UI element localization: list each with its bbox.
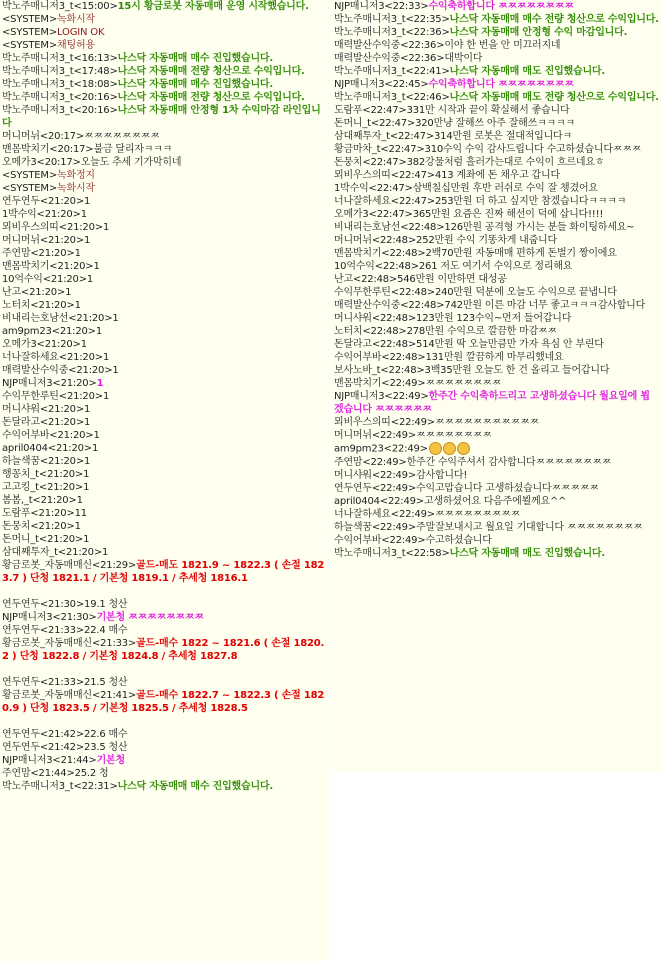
- chat-message: [332, 182, 661, 195]
- chat-text: 1: [84, 196, 91, 207]
- chat-message: [332, 65, 661, 78]
- chat-text: 22.4 매수: [84, 625, 128, 636]
- chat-message: [0, 65, 330, 78]
- chat-sender: 돈달라고<21:20>: [2, 417, 85, 428]
- chat-sender: 돈머니_t<22:47>: [334, 118, 416, 129]
- chat-sender: 머니샤워<21:20>: [2, 404, 85, 415]
- chat-text: 1: [84, 417, 91, 428]
- chat-sender: 박노주매니저3_t<22:46>: [334, 92, 450, 103]
- chat-message: [332, 469, 661, 482]
- chat-sender: <SYSTEM>: [2, 40, 58, 51]
- chat-message: [0, 390, 330, 403]
- chat-message: [332, 130, 661, 143]
- chat-message: [332, 325, 661, 338]
- chat-text: 나스닥 자동매매 매수 진입했습니다.: [117, 53, 273, 64]
- chat-sender: <SYSTEM>: [2, 27, 58, 38]
- chat-sender: 주연맘<21:44>: [2, 768, 75, 779]
- chat-text: 1: [74, 300, 81, 311]
- chat-message: [0, 416, 330, 429]
- chat-text: 1: [84, 456, 91, 467]
- chat-text: 3백35만원 오늘도 한 건 올리고 들어갑니다: [424, 365, 610, 376]
- chat-sender: NJP매니저3<22:45>: [334, 79, 429, 90]
- chat-text: 1: [102, 352, 110, 363]
- chat-sender: 돈머니_t<21:20>: [2, 534, 84, 545]
- chat-sender: 돈뭉치<22:47>: [334, 157, 407, 168]
- chat-sender: 박노주매니저3_t<22:31>: [2, 781, 118, 792]
- chat-sender: 1박수익<22:47>: [334, 183, 413, 194]
- chat-sender: 돈뭉치<21:20>: [2, 521, 75, 532]
- chat-text: 삼백칠십만원 후반 러쉬로 수익 잘 챙겼어요: [412, 183, 598, 194]
- chat-message: [0, 312, 330, 325]
- chat-text: 514만원 딱 오늘만큼만 가자 욕심 안 부린다: [416, 339, 604, 350]
- chat-sender: 수익어부바<22:49>: [334, 534, 426, 546]
- chat-message: [332, 143, 661, 156]
- chat-message: [332, 260, 661, 273]
- chat-message: [332, 312, 661, 325]
- chat-sender: 박노주매니저3_t<22:58>: [334, 547, 450, 559]
- chat-text: 골드-매수 1822 ~ 1821.6 ( 손절 1820.2 ) 단청 1822.8 / 기본청 1824.8 / 추세청 1827.8: [2, 638, 325, 662]
- chat-sender: 수익무한루틴<21:20>: [2, 391, 103, 402]
- chat-text: 15시 황금로봇 자동매매 운영 시작했습니다.: [117, 1, 309, 12]
- chat-message: [332, 26, 661, 39]
- chat-text: 1: [83, 469, 90, 480]
- chat-message: [0, 598, 330, 611]
- chat-message: [0, 156, 330, 169]
- chat-text: 320만냥 잘해쓰 아주 잘해쓰ㅋㅋㅋㅋ: [415, 118, 575, 129]
- chat-message: [0, 13, 330, 26]
- chat-message: [0, 286, 330, 299]
- chat-text: 1: [83, 482, 90, 493]
- chat-message: [0, 169, 330, 182]
- chat-text: 나스닥 자동매매 전량 청산으로 수익입니다.: [117, 66, 305, 77]
- chat-sender: 박노주매니저3_t<16:13>: [2, 53, 118, 64]
- chat-text: 나스닥 자동매매 매수 진입했습니다.: [117, 781, 273, 792]
- chat-sender: 비내리는호남선<22:48>: [334, 222, 445, 233]
- chat-text: 21.5 청산: [84, 677, 128, 688]
- chat-sender: 머니머뉘<20:17>: [2, 131, 85, 142]
- chat-text: 1: [93, 430, 100, 441]
- chat-message: [0, 351, 330, 364]
- chat-message: [0, 195, 330, 208]
- chat-message: [0, 143, 330, 156]
- chat-sender: 박노주매니저3_t<20:16>: [2, 105, 118, 116]
- chat-text: 11: [74, 508, 87, 519]
- chat-sender: 머니머뉘<21:20>: [2, 235, 85, 246]
- chat-sender: 삼대째투자_t<22:47>: [334, 131, 434, 142]
- chat-text: 대박이다: [444, 53, 483, 64]
- chat-message: [0, 559, 330, 585]
- chat-text: 331만 시작과 끝이 확실해서 좋습니다: [406, 105, 570, 116]
- chat-sender: 연두연두<21:42>: [2, 729, 85, 740]
- chat-text: 나스닥 자동매매 매도 진입했습니다.: [449, 66, 605, 77]
- chat-text: 240만원 덕분에 오늘도 수익으로 끝냅니다: [434, 287, 617, 298]
- chat-sender: 오메가3<22:47>: [334, 209, 413, 220]
- chat-message: [332, 221, 661, 234]
- chat-message: [0, 364, 330, 377]
- chat-message: [0, 546, 330, 559]
- chat-message: [332, 156, 661, 169]
- chat-message: [0, 520, 330, 533]
- chat-message: [0, 299, 330, 312]
- chat-sender: 하늘색꿈<21:20>: [2, 456, 85, 467]
- chat-text: 1: [83, 534, 90, 545]
- chat-sender: 노터치<22:48>: [334, 326, 407, 337]
- chat-text: 1: [65, 287, 72, 298]
- chat-message: [332, 169, 661, 182]
- chat-message: [0, 637, 330, 663]
- chat-text: 한주간 수익축하드리고 고생하셨습니다 월요일에 뵙겠습니다 ㅉㅉㅉㅉㅉㅉ: [334, 391, 650, 415]
- chat-message: [0, 325, 330, 338]
- chat-sender: 수익어부바<22:48>: [334, 352, 426, 363]
- chat-text: ㅉㅉㅉㅉㅉㅉㅉㅉ: [416, 430, 492, 441]
- chat-sender: 박노주매니저3_t<18:08>: [2, 79, 118, 90]
- chat-message: [0, 221, 330, 234]
- chat-sender: 황금마차_t<22:47>: [334, 144, 425, 155]
- chat-sender: 너나잘하세요<21:20>: [2, 352, 103, 363]
- smiley-emoji-icon: [429, 442, 442, 455]
- smiley-emoji-icon: [443, 442, 456, 455]
- chat-sender: 박노주매니저3_t<15:00>: [2, 1, 118, 12]
- chat-sender: 맨몸박치기<20:17>: [2, 144, 94, 155]
- chat-text: 녹화정지: [57, 170, 95, 181]
- blank-line: [0, 585, 330, 598]
- chat-sender: april0404<21:20>: [2, 443, 92, 454]
- chat-text: 382강물처럼 흘러가는대로 수익이 흐르네요ㅎ: [406, 157, 605, 168]
- chat-sender: NJP매니저3<21:20>: [2, 378, 97, 389]
- chat-sender: 연두연두<21:33>: [2, 625, 85, 636]
- chat-text: 1: [112, 313, 119, 324]
- chat-message: [332, 416, 661, 429]
- chat-text: 22.6 매수: [84, 729, 128, 740]
- chat-text: 546만원 이만하면 대성공: [397, 274, 507, 285]
- chat-sender: NJP매니저3<22:33>: [334, 1, 429, 12]
- chat-sender: <SYSTEM>: [2, 170, 58, 181]
- chat-message: [332, 52, 661, 65]
- chat-sender: 매력발산수익중<22:36>: [334, 40, 445, 51]
- chat-text: 310수익 수익 감사드립니다 수고하셨습니다ㅉㅉㅉ: [424, 144, 642, 155]
- chat-message: [332, 13, 661, 26]
- chat-sender: 너나잘하세요<22:49>: [334, 508, 435, 520]
- chat-text: 고생하셨어요 다음주에뵐께요^^: [423, 495, 567, 507]
- chat-sender: 10억수익<22:48>: [334, 261, 419, 272]
- chat-sender: 박노주매니저3_t<22:41>: [334, 66, 450, 77]
- chat-sender: 비내리는호남선<21:20>: [2, 313, 113, 324]
- chat-text: ㅉㅉㅉㅉㅉㅉㅉㅉ: [84, 131, 160, 142]
- chat-message: [0, 91, 330, 104]
- chat-message: [332, 547, 661, 560]
- chat-message: [332, 208, 661, 221]
- chat-text: 기본청 ㅉㅉㅉㅉㅉㅉㅉㅉ: [96, 612, 204, 623]
- chat-text: 감사합니다!: [416, 469, 468, 481]
- chat-message: [0, 377, 330, 390]
- chat-text: 수익축하합니다 ㅉㅉㅉㅉㅉㅉㅉㅉ: [428, 1, 574, 12]
- chat-sender: 1박수익<21:20>: [2, 209, 81, 220]
- chat-text: 나스닥 자동매매 안정형 1차 수익마감 라인입니다: [2, 105, 321, 129]
- blank-line: [0, 663, 330, 676]
- chat-message: [0, 273, 330, 286]
- chat-message: [0, 78, 330, 91]
- chat-message: [0, 52, 330, 65]
- chat-sender: 주연맘<21:20>: [2, 248, 75, 259]
- chat-text: 채팅허용: [57, 40, 95, 51]
- chat-sender: 머니머뉘<22:49>: [334, 430, 417, 441]
- chat-message: [0, 104, 330, 130]
- chat-message: [0, 182, 330, 195]
- smiley-emoji-icon: [457, 442, 470, 455]
- chat-text: 골드-매수 1822.7 ~ 1822.3 ( 손절 1820.9 ) 단청 1823.5 / 기본청 1825.5 / 추세청 1828.5: [2, 690, 325, 714]
- chat-text: 1: [96, 378, 104, 389]
- chat-sender: 난고<21:20>: [2, 287, 66, 298]
- chat-sender: 10억수익<21:20>: [2, 274, 87, 285]
- chat-text: 1: [102, 547, 109, 558]
- chat-text: 123만원 123수익~먼저 들어갑니다: [416, 313, 572, 324]
- chat-sender: 박노주매니저3_t<22:35>: [334, 14, 450, 25]
- chat-message: [332, 456, 661, 469]
- chat-message: [0, 689, 330, 715]
- chat-text: 나스닥 자동매매 매수 진입했습니다.: [117, 79, 273, 90]
- chat-text: 오늘도 추세 기가막히네: [80, 157, 182, 168]
- chat-message: [332, 195, 661, 208]
- chat-text: 1: [80, 339, 87, 350]
- chat-message: [332, 286, 661, 299]
- chat-sender: 보사노바_t<22:48>: [334, 365, 425, 376]
- chat-message: [0, 130, 330, 143]
- chat-text: 녹화시작: [57, 183, 95, 194]
- chat-text: 나스닥 자동매매 전량 청산으로 수익입니다.: [117, 92, 305, 103]
- chat-text: 1: [84, 404, 91, 415]
- chat-sender: 연두연두<22:49>: [334, 482, 417, 494]
- chat-sender: 도람푸<22:47>: [334, 105, 407, 116]
- chat-text: 314만원 로봇은 절대적입니다ㅋ: [434, 131, 572, 142]
- chat-sender: 뫼비우스의띠<22:49>: [334, 417, 435, 428]
- chat-sender: 오메가3<20:17>: [2, 157, 81, 168]
- chat-text: 261 저도 여기서 수익으로 정리해요: [418, 261, 573, 272]
- chat-text: 23.5 청산: [84, 742, 128, 753]
- chat-sender: 도람푸<21:20>: [2, 508, 75, 519]
- chat-text: 2백70만원 자동매매 편하게 돈벌기 짱이에요: [425, 248, 617, 259]
- chat-text: 나스닥 자동매매 매도 전량 청산으로 수익입니다.: [449, 92, 659, 103]
- chat-sender: 머니머뉘<22:48>: [334, 235, 417, 246]
- chat-sender: <SYSTEM>: [2, 183, 58, 194]
- chat-sender: 연두연두<21:33>: [2, 677, 85, 688]
- chat-message: [0, 676, 330, 689]
- chat-text: 1: [102, 391, 110, 402]
- chat-message: [332, 442, 661, 456]
- chat-message: [0, 533, 330, 546]
- chat-message: [0, 624, 330, 637]
- chat-message: [332, 429, 661, 442]
- chat-sender: 박노주매니저3_t<22:36>: [334, 27, 450, 38]
- chat-message: [0, 26, 330, 39]
- chat-message: [332, 377, 661, 390]
- chat-sender: am9pm23<22:49>: [334, 443, 428, 455]
- chat-sender: 황금로봇_자동매매신<21:41>: [2, 690, 137, 701]
- chat-text: 불금 달리자ㅋㅋㅋ: [93, 144, 173, 155]
- chat-message: [332, 104, 661, 117]
- chat-sender: 수익무한루틴<22:48>: [334, 287, 435, 298]
- chat-text: 253만원 더 하고 싶지만 참겠습니다ㅋㅋㅋㅋ: [434, 196, 627, 207]
- chat-text: 나스닥 자동매매 매도 진입했습니다.: [449, 547, 605, 559]
- chat-text: 19.1 청산: [84, 599, 128, 610]
- chat-sender: 매력발산수익중<22:48>: [334, 300, 445, 311]
- chat-text: 1: [74, 521, 81, 532]
- chat-message: [332, 508, 661, 521]
- chat-sender: am9pm23<21:20>: [2, 326, 96, 337]
- chat-text: 1: [84, 235, 91, 246]
- chat-text: 742만원 이른 마감 너무 좋고ㅋㅋㅋ감사합니다: [444, 300, 646, 311]
- chat-text: 골드-매도 1821.9 ~ 1822.3 ( 손절 1823.7 ) 단청 1821.1 / 기본청 1819.1 / 추세청 1816.1: [2, 560, 325, 584]
- chat-sender: 하늘색꿈<22:49>: [334, 521, 417, 533]
- chat-message: [0, 468, 330, 481]
- chat-text: ㅉㅉㅉㅉㅉㅉㅉㅉㅉ: [434, 508, 521, 520]
- chat-message: [332, 521, 661, 534]
- chat-message: [332, 117, 661, 130]
- chat-sender: 맨몸박치기<21:20>: [2, 261, 94, 272]
- chat-text: 365만원 요즘은 진짜 해선이 덕에 삽니다!!!!: [412, 209, 604, 220]
- chat-sender: 수익어부바<21:20>: [2, 430, 94, 441]
- chat-sender: 삼대째투자_t<21:20>: [2, 547, 102, 558]
- chat-message: [332, 351, 661, 364]
- chat-sender: 노터치<21:20>: [2, 300, 75, 311]
- chat-text: 1: [93, 261, 100, 272]
- chat-text: 나스닥 자동매매 매수 전량 청산으로 수익입니다.: [449, 14, 659, 25]
- chat-sender: 황금로봇_자동매매신<21:29>: [2, 560, 137, 571]
- chat-text: 25.2 청: [74, 768, 109, 779]
- chat-message: [332, 534, 661, 547]
- chat-message: [332, 0, 661, 13]
- chat-sender: 머니샤워<22:49>: [334, 469, 417, 481]
- chat-text: 수익고맙습니다 고생하셨습니다ㅉㅉㅉㅉㅉ: [416, 482, 599, 494]
- chat-message: [0, 39, 330, 52]
- chat-sender: 매력발산수익중<21:20>: [2, 365, 113, 376]
- chat-message: [0, 403, 330, 416]
- chat-message: [332, 273, 661, 286]
- chat-text: 126만원 공격형 가시는 분들 화이팅하세요~: [444, 222, 635, 233]
- blank-line: [0, 715, 330, 728]
- chat-text: 278만원 수익으로 깔끔한 마감ㅉㅉ: [406, 326, 557, 337]
- chat-text: 1: [80, 209, 87, 220]
- chat-text: LOGIN OK: [57, 27, 105, 38]
- chat-message: [0, 767, 330, 780]
- chat-sender: 연두연두<21:20>: [2, 196, 85, 207]
- chat-message: [0, 455, 330, 468]
- chat-sender: <SYSTEM>: [2, 14, 58, 25]
- chat-sender: 난고<22:48>: [334, 274, 398, 285]
- chat-sender: 맨몸박치기<22:48>: [334, 248, 426, 259]
- chat-message: [332, 338, 661, 351]
- chat-message: [0, 780, 330, 793]
- chat-sender: NJP매니저3<21:30>: [2, 612, 97, 623]
- chat-message: [0, 208, 330, 221]
- chat-sender: 박노주매니저3_t<17:48>: [2, 66, 118, 77]
- chat-message: [332, 234, 661, 247]
- chat-message: [0, 260, 330, 273]
- chat-sender: NJP매니저3<21:44>: [2, 755, 97, 766]
- chat-sender: 뫼비우스의띠<22:47>: [334, 170, 435, 181]
- chat-sender: 오메가3<21:20>: [2, 339, 81, 350]
- chat-text: 이야 한 번을 안 미끄러지네: [444, 40, 561, 51]
- chat-log-right[interactable]: [332, 0, 661, 772]
- chat-message: [0, 741, 330, 754]
- chat-message: [0, 247, 330, 260]
- chat-message: [332, 390, 661, 416]
- chat-message: [0, 494, 330, 507]
- chat-sender: 맨몸박치기<22:49>: [334, 378, 426, 389]
- chat-message: [332, 247, 661, 260]
- chat-text: 나스닥 자동매매 안정형 수익 마감입니다.: [449, 27, 628, 38]
- chat-text: 주말잘보내시고 월요일 기대합니다 ㅉㅉㅉㅉㅉㅉㅉㅉ: [416, 521, 643, 533]
- chat-message: [0, 611, 330, 624]
- chat-sender: 연두연두<21:30>: [2, 599, 85, 610]
- chat-text: 1: [86, 274, 94, 285]
- chat-sender: 봄봄,_t<21:20>: [2, 495, 77, 506]
- chat-message: [0, 754, 330, 767]
- chat-sender: 머니샤워<22:48>: [334, 313, 417, 324]
- chat-message: [332, 299, 661, 312]
- chat-text: ㅉㅉㅉㅉㅉㅉㅉㅉㅉㅉㅉ: [434, 417, 539, 428]
- chat-sender: 돈달라고<22:48>: [334, 339, 417, 350]
- chat-text: 413 계좌에 돈 채우고 갑니다: [434, 170, 560, 181]
- chat-message: [0, 0, 330, 13]
- chat-text: 1: [112, 365, 119, 376]
- chat-sender: 너나잘하세요<22:47>: [334, 196, 435, 207]
- chat-sender: 황금로봇_자동매매신<21:33>: [2, 638, 137, 649]
- chat-message: [0, 507, 330, 520]
- chat-message: [332, 482, 661, 495]
- chat-text: 한주간 수익주셔서 감사합니다ㅉㅉㅉㅉㅉㅉㅉㅉ: [406, 456, 612, 468]
- chat-text: 252만원 수익 기똥차게 내줍니다: [416, 235, 557, 246]
- chat-text: 1: [91, 443, 99, 454]
- chat-message: [332, 364, 661, 377]
- chat-text: 수고하셨습니다: [425, 534, 492, 546]
- chat-sender: 고고킹_t<21:20>: [2, 482, 84, 493]
- chat-text: 1: [102, 222, 110, 233]
- chat-message: [0, 338, 330, 351]
- chat-sender: 뫼비우스의띠<21:20>: [2, 222, 103, 233]
- chat-text: 녹화시작: [57, 14, 95, 25]
- chat-message: [0, 481, 330, 494]
- chat-message: [332, 91, 661, 104]
- chat-message: [0, 429, 330, 442]
- chat-sender: 주연맘<22:49>: [334, 456, 407, 468]
- chat-message: [332, 495, 661, 508]
- chat-message: [332, 39, 661, 52]
- chat-text: 기본청: [96, 755, 125, 766]
- chat-text: 수익축하합니다 ㅉㅉㅉㅉㅉㅉㅉㅉ: [428, 79, 574, 90]
- chat-text: ㅉㅉㅉㅉㅉㅉㅉㅉ: [425, 378, 502, 389]
- chat-text: 1: [74, 248, 81, 259]
- chat-message: [0, 728, 330, 741]
- chat-sender: 연두연두<21:42>: [2, 742, 85, 753]
- chat-log-left[interactable]: [0, 0, 330, 961]
- chat-text: 1: [76, 495, 83, 506]
- chat-sender: april0404<22:49>: [334, 495, 424, 507]
- chat-text: 1: [95, 326, 102, 337]
- chat-message: [0, 442, 330, 455]
- chat-message: [332, 78, 661, 91]
- chat-sender: 매력발산수익중<22:36>: [334, 53, 445, 64]
- chat-message: [0, 234, 330, 247]
- chat-text: 131만원 깔끔하게 마무리했네요: [425, 352, 564, 363]
- chat-sender: NJP매니저3<22:49>: [334, 391, 429, 402]
- chat-sender: 박노주매니저3_t<20:16>: [2, 92, 118, 103]
- chat-sender: 행꽁치_t<21:20>: [2, 469, 84, 480]
